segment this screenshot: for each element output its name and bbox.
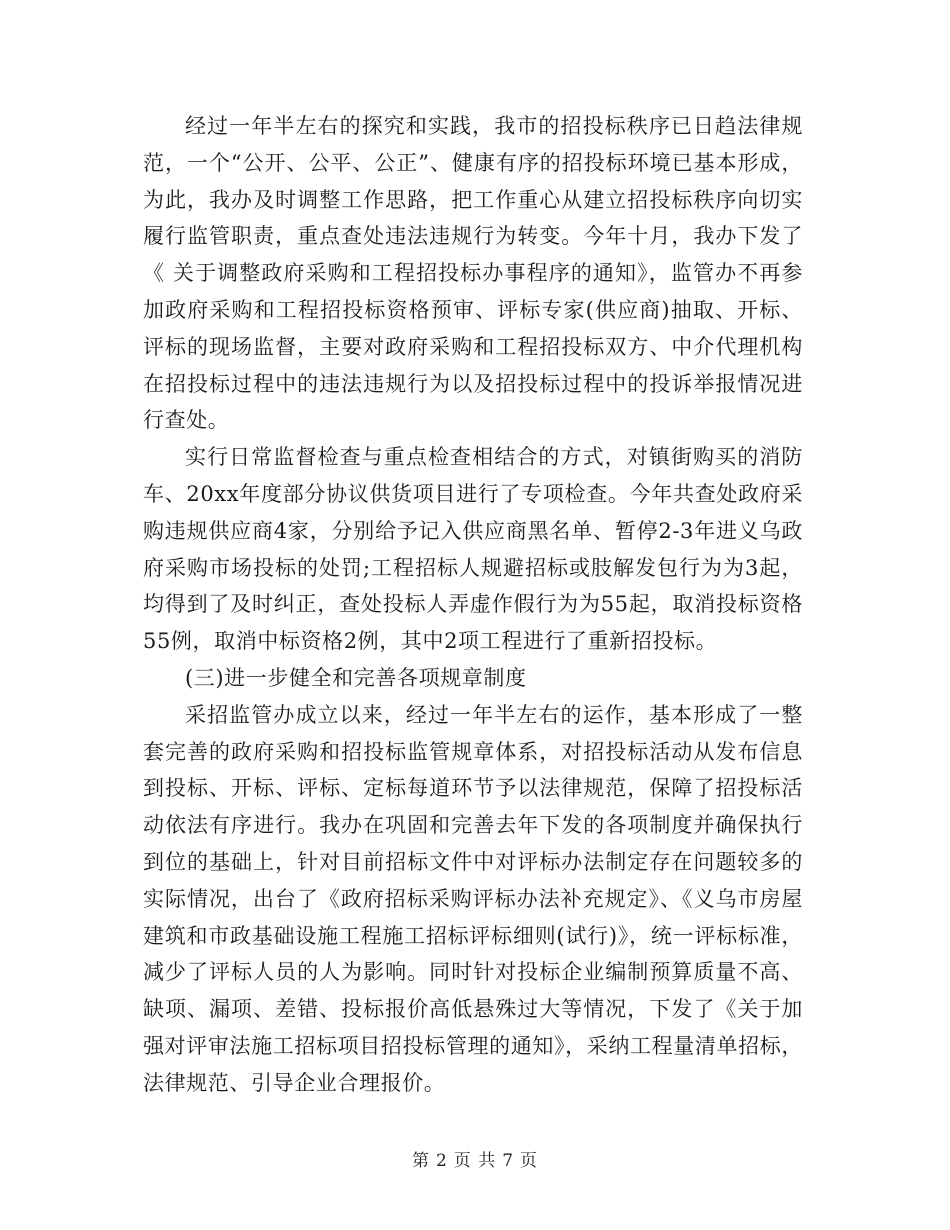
paragraph-regulations: 采招监管办成立以来，经过一年半左右的运作，基本形成了一整套完善的政府采购和招投标监管规章体系，对招投标活动从发布信息到投标、开标、评标、定标每道环节予以法律规范，保障了招投标活动依法有序进行。我办在巩固和完善去年下发的各项制度并确保执行到位的基础上，针对目前招标文件中对评标办法制定存在问题较多的实际情况，出台了《政府招标采购评标办法补充规定》、《义乌市房屋建筑和市政基础设施工程施工招标评标细则(试行)》，统一评标标准，减少了评标人员的人为影响。同时针对投标企业编制预算质量不高、缺项、漏项、差错、投标报价高低悬殊过大等情况，下发了《关于加强对评审法施工招标项目招投标管理的通知》，采纳工程量清单招标，法律规范、引导企业合理报价。 [143, 702, 803, 1095]
page-footer [0, 1146, 950, 1171]
paragraph-inspection-results: 实行日常监督检查与重点检查相结合的方式，对镇街购买的消防车、20xx年度部分协议供货项目进行了专项检查。今年共查处政府采购违规供应商4家，分别给予记入供应商黑名单、暂停2-3年进义乌政府采购市场投标的处罚;工程招标人规避招标或肢解发包行为为3起，均得到了及时纠正，查处投标人弄虚作假行为为55起，取消投标资格55例，取消中标资格2例，其中2项工程进行了重新招投标。 [143, 445, 803, 654]
footer-total-pages: 7 [502, 1151, 515, 1171]
document-body [143, 108, 803, 1102]
footer-current-page: 2 [435, 1151, 448, 1171]
footer-middle: 页 共 [453, 1151, 497, 1171]
footer-prefix: 第 [411, 1151, 430, 1171]
paragraph-procedure-change: 经过一年半左右的探究和实践，我市的招投标秩序已日趋法律规范，一个“公开、公平、公正”、健康有序的招投标环境已基本形成，为此，我办及时调整工作思路，把工作重心从建立招投标秩序向切实履行监管职责，重点查处违法违规行为转变。今年十月，我办下发了《 关于调整政府采购和工程招投标办事程序的通知》，监管办不再参加政府采购和工程招投标资格预审、评标专家(供应商)抽取、开标、评标的现场监督，主要对政府采购和工程招投标双方、中介代理机构在招投标过程中的违法违规行为以及招投标过程中的投诉举报情况进行查处。 [143, 114, 803, 433]
footer-suffix: 页 [520, 1151, 539, 1171]
section-heading: (三)进一步健全和完善各项规章制度 [185, 665, 527, 690]
